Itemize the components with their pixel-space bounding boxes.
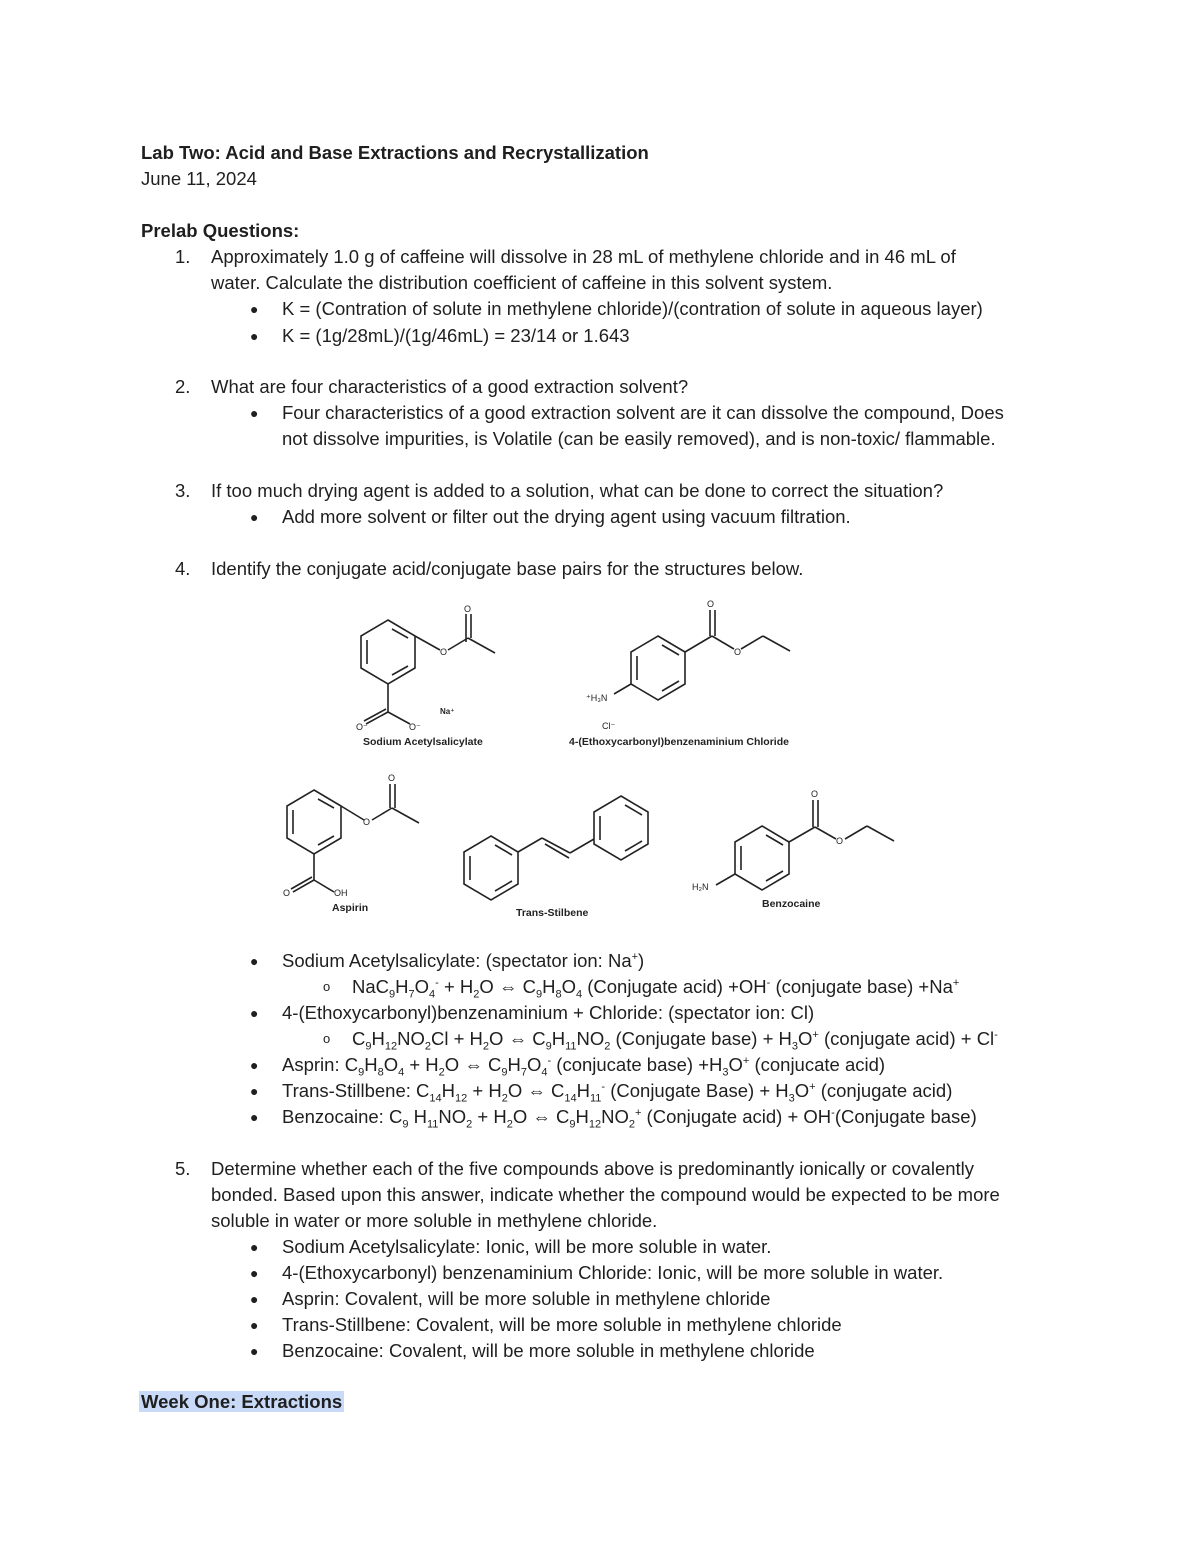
question-4-line-1: Identify the conjugate acid/conjugate base pairs for the structures below. xyxy=(211,558,804,579)
bullet-icon: ● xyxy=(250,1317,259,1333)
atom-label: Cl⁻ xyxy=(602,721,616,731)
benzocaine-structure xyxy=(716,800,894,890)
question-1-line-2: water. Calculate the distribution coefficient of caffeine in this solvent system. xyxy=(211,272,833,293)
q1-answer-2: K = (1g/28mL)/(1g/46mL) = 23/14 or 1.643 xyxy=(282,325,630,346)
bullet-icon: ● xyxy=(250,1239,259,1255)
atom-label: O xyxy=(811,789,819,799)
atom-label: H₂N xyxy=(692,882,709,892)
q3-answer: Add more solvent or filter out the drying agent using vacuum filtration. xyxy=(282,506,851,527)
q5-answer-4: Trans-Stillbene: Covalent, will be more soluble in methylene chloride xyxy=(282,1314,842,1335)
bullet-icon: ● xyxy=(250,1083,259,1099)
q5-answer-5: Benzocaine: Covalent, will be more soluble in methylene chloride xyxy=(282,1340,815,1361)
structure-label-benzocaine: Benzocaine xyxy=(762,898,821,910)
question-number: 1. xyxy=(175,246,191,267)
q4-benzocaine-equation: Benzocaine: $C_9$ $H_{11}NO_2 + H_2O$ ⇔ $C_9H_{12}NO_2^+$ (Conjugate acid) + OH-(Conjugate base) xyxy=(282,1106,977,1131)
q4-sodium-line: Sodium Acetylsalicylate: (spectator ion: Na+) xyxy=(282,950,645,971)
atom-label: O xyxy=(388,773,396,783)
bullet-icon: ● xyxy=(250,1343,259,1359)
question-number: 3. xyxy=(175,480,191,501)
atom-label: O xyxy=(707,599,715,609)
trans-stilbene-structure xyxy=(464,796,648,900)
question-3-line-1: If too much drying agent is added to a solution, what can be done to correct the situation? xyxy=(211,480,944,501)
q4-ethoxy-line: 4-(Ethoxycarbonyl)benzenaminium + Chloride: (spectator ion: Cl) xyxy=(282,1002,815,1023)
structure-label-aspirin: Aspirin xyxy=(332,902,369,914)
question-2-line-1: What are four characteristics of a good extraction solvent? xyxy=(211,376,689,397)
q2-answer-line-1: Four characteristics of a good extraction solvent are it can dissolve the compound, Does xyxy=(282,402,1004,423)
structure-label-trans-stilbene: Trans-Stilbene xyxy=(516,907,589,919)
atom-label: O xyxy=(836,836,844,846)
q4-aspirin-equation: Asprin: $C_9H_8O_4 + H_2O$ ⇔ $C_9H_7O_4^-$ (conjucate base) $+H_3O^+$ (conjucate acid) xyxy=(282,1054,886,1079)
q4-sodium-equation: $NaC_9H_7O_4^- + H_2O$ ⇔ $C_9H_8O_4$ (Conjugate acid) +OH- (conjugate base) +Na+ xyxy=(352,976,960,1001)
question-1-line-1: Approximately 1.0 g of caffeine will dissolve in 28 mL of methylene chloride and in 46 mL of xyxy=(211,246,956,267)
atom-label: O xyxy=(283,888,291,898)
question-number: 5. xyxy=(175,1158,191,1179)
question-number: 4. xyxy=(175,558,191,579)
atom-label: Na⁺ xyxy=(440,707,455,716)
bullet-icon: ● xyxy=(250,1057,259,1073)
atom-label: O xyxy=(363,817,371,827)
bullet-icon: ● xyxy=(250,509,259,525)
q5-answer-2: 4-(Ethoxycarbonyl) benzenaminium Chloride: Ionic, will be more soluble in water. xyxy=(282,1262,944,1283)
bullet-icon: ● xyxy=(250,1005,259,1021)
q5-answer-3: Asprin: Covalent, will be more soluble in methylene chloride xyxy=(282,1288,771,1309)
sodium-acetylsalicylate-structure xyxy=(361,614,495,724)
document-date: June 11, 2024 xyxy=(141,168,257,189)
bullet-icon: ● xyxy=(250,301,259,317)
q4-stilbene-equation: Trans-Stillbene: $C_{14}H_{12} + H_2O$ ⇔ $C_{14}H_{11}^-$ (Conjugate Base) + $H_3O^+$ (conjugate acid) xyxy=(282,1080,953,1105)
bullet-icon: ● xyxy=(250,1291,259,1307)
prelab-heading: Prelab Questions: xyxy=(141,220,300,241)
bullet-icon: ● xyxy=(250,1109,259,1125)
question-number: 2. xyxy=(175,376,191,397)
structure-label-ethoxycarbonyl: 4-(Ethoxycarbonyl)benzenaminium Chloride xyxy=(569,736,789,748)
bullet-icon: ● xyxy=(250,953,259,969)
week-one-heading: Week One: Extractions xyxy=(141,1391,343,1412)
question-5-line-3: soluble in water or more soluble in methylene chloride. xyxy=(211,1210,658,1231)
bullet-icon: ● xyxy=(250,405,259,421)
atom-label: O⁻ xyxy=(356,722,368,732)
q4-ethoxy-equation: $C_9H_{12}NO_2Cl + H_2O$ ⇔ $C_9H_{11}NO_2$ (Conjugate base) + $H_3O^+$ (conjugate acid) + Cl- xyxy=(352,1028,998,1053)
atom-label: O xyxy=(734,647,742,657)
question-5-line-1: Determine whether each of the five compounds above is predominantly ionically or covalently xyxy=(211,1158,975,1179)
bullet-icon: ● xyxy=(250,1265,259,1281)
atom-label: O xyxy=(440,647,448,657)
circle-bullet-icon: o xyxy=(323,1031,331,1046)
atom-label: O⁻ xyxy=(409,722,421,732)
q1-answer-1: K = (Contration of solute in methylene chloride)/(contration of solute in aqueous layer) xyxy=(282,298,983,319)
question-5-line-2: bonded. Based upon this answer, indicate whether the compound would be expected to be more xyxy=(211,1184,1000,1205)
atom-label: ⁺H₃N xyxy=(586,693,608,703)
bullet-icon: ● xyxy=(250,328,259,344)
document-title: Lab Two: Acid and Base Extractions and Recrystallization xyxy=(141,142,649,163)
atom-label: O xyxy=(464,604,472,614)
aspirin-structure xyxy=(287,784,419,892)
circle-bullet-icon: o xyxy=(323,979,331,994)
ethoxycarbonyl-benzenaminium-structure xyxy=(614,610,790,700)
structure-label-sodium-acetylsalicylate: Sodium Acetylsalicylate xyxy=(363,736,483,748)
q5-answer-1: Sodium Acetylsalicylate: Ionic, will be more soluble in water. xyxy=(282,1236,772,1257)
atom-label: OH xyxy=(334,888,348,898)
q2-answer-line-2: not dissolve impurities, is Volatile (can be easily removed), and is non-toxic/ flammable. xyxy=(282,428,996,449)
